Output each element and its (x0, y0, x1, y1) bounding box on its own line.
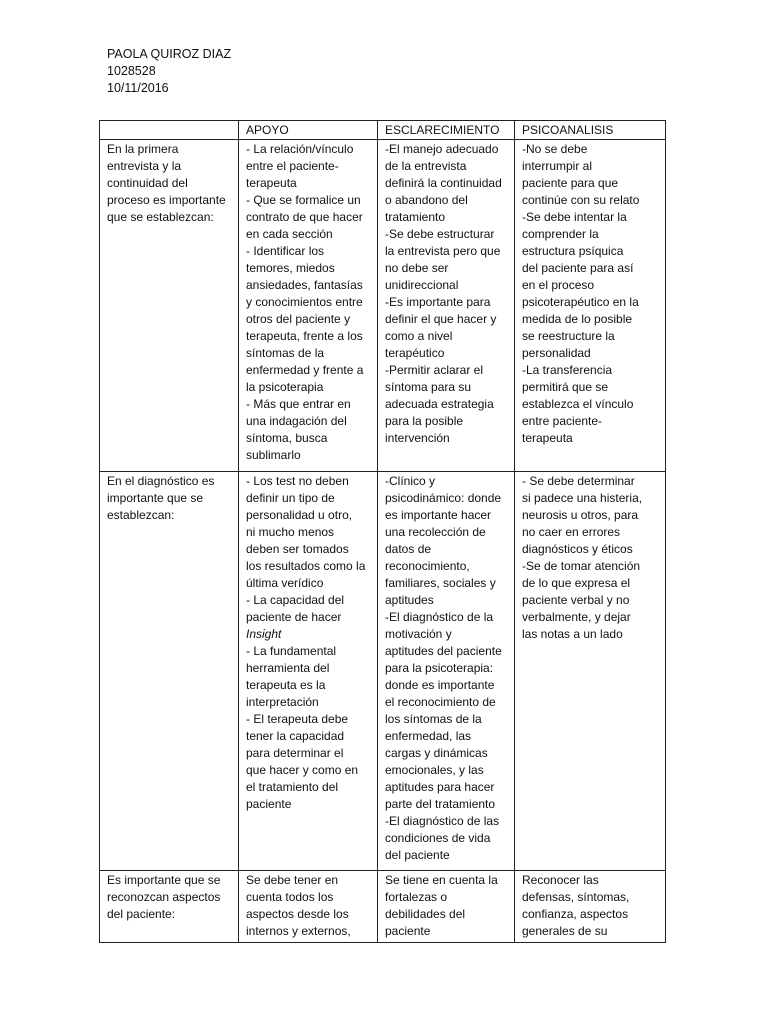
cell-text-line: cuenta todos los (246, 890, 334, 904)
header-cell-apoyo: APOYO (239, 121, 378, 140)
row-label-cell (100, 472, 239, 871)
cell-text-line: unidireccional (385, 278, 459, 292)
cell-text-line: neurosis u otros, para (522, 508, 639, 522)
cell-text-line: el reconocimiento de (385, 695, 496, 709)
cell-text-line: deben ser tomados (246, 542, 349, 556)
cell-text-line: medida de lo posible (522, 312, 633, 326)
cell-text-line: comprender la (522, 227, 599, 241)
cell-text-line: o abandono del (385, 193, 468, 207)
table-row (100, 140, 666, 472)
cell-text-line: -Se debe intentar la (522, 210, 627, 224)
esclarecimiento-cell (378, 871, 515, 943)
cell-text-line: intervención (385, 431, 450, 445)
cell-text-line: enfermedad y frente a (246, 363, 364, 377)
cell-text-line: -El manejo adecuado (385, 142, 499, 156)
author-name: PAOLA QUIROZ DIAZ (107, 47, 232, 61)
cell-text-line: enfermedad, las (385, 729, 472, 743)
cell-text-line: ni mucho menos (246, 525, 335, 539)
row-label-cell (100, 871, 239, 943)
esclarecimiento-cell (378, 472, 515, 871)
cell-text-line: tener la capacidad (246, 729, 345, 743)
cell-text-line: otros del paciente y (246, 312, 351, 326)
psicoanalisis-cell (515, 140, 666, 472)
cell-text-line: contrato de que hacer (246, 210, 363, 224)
cell-text-line: sublimarlo (246, 448, 301, 462)
cell-text-line: -Clínico y (385, 474, 436, 488)
cell-text-line: familiares, sociales y (385, 576, 496, 590)
cell-text-line: Se debe tener en (246, 873, 339, 887)
cell-text-line: tratamiento (385, 210, 446, 224)
cell-text-line: paciente (246, 797, 292, 811)
table-row (100, 871, 666, 943)
cell-text-line: - Identificar los (246, 244, 325, 258)
cell-text-line: psicoterapéutico en la (522, 295, 639, 309)
cell-text-line: Reconocer las (522, 873, 599, 887)
cell-text-line: del paciente para así (522, 261, 634, 275)
document-date: 10/11/2016 (107, 81, 169, 95)
cell-text-line: los síntomas de la (385, 712, 482, 726)
cell-text-line: - La capacidad del (246, 593, 345, 607)
cell-text-line: terapeuta, frente a los (246, 329, 363, 343)
cell-text-line: generales de su (522, 924, 608, 938)
cell-text-line: entre el paciente- (246, 159, 339, 173)
cell-text-line: confianza, aspectos (522, 907, 629, 921)
cell-text-line: para la psicoterapia: (385, 661, 494, 675)
cell-text-line: proceso es importante (107, 193, 226, 207)
cell-text-line: -El diagnóstico de la (385, 610, 494, 624)
cell-text-line: -Se debe estructurar (385, 227, 495, 241)
student-id: 1028528 (107, 64, 156, 78)
cell-text-line: aptitudes del paciente (385, 644, 502, 658)
apoyo-cell (239, 140, 378, 472)
cell-text-line: continuidad del (107, 176, 188, 190)
cell-text-line: síntoma, busca (246, 431, 328, 445)
header-cell-esclarecimiento: ESCLARECIMIENTO (378, 121, 515, 140)
document-header (107, 46, 231, 97)
cell-text-line: Es importante que se (107, 873, 221, 887)
cell-text-line: entrevista y la (107, 159, 182, 173)
cell-text-line: motivación y (385, 627, 452, 641)
cell-text-line: establezca el vínculo (522, 397, 634, 411)
cell-text-line: continúe con su relato (522, 193, 640, 207)
cell-text-line: la entrevista pero que (385, 244, 501, 258)
cell-text-line: como a nivel (385, 329, 453, 343)
psicoanalisis-cell (515, 871, 666, 943)
cell-text-line: permitirá que se (522, 380, 609, 394)
cell-text-line: datos de (385, 542, 432, 556)
cell-text-line: - Se debe determinar (522, 474, 635, 488)
cell-text-line: una recolección de (385, 525, 486, 539)
cell-text-line: - Que se formalice un (246, 193, 361, 207)
table-row (100, 472, 666, 871)
row-label-cell (100, 140, 239, 472)
cell-text-line: definir un tipo de (246, 491, 335, 505)
table-header-row (100, 121, 666, 140)
header-cell-psicoanalisis: PSICOANALISIS (515, 121, 666, 140)
cell-text-line: paciente para que (522, 176, 619, 190)
cell-text-line: - La fundamental (246, 644, 337, 658)
cell-text-line: verbalmente, y dejar (522, 610, 631, 624)
cell-text-line: - Los test no deben (246, 474, 349, 488)
cell-text-line: interpretación (246, 695, 319, 709)
cell-text-line: -Permitir aclarar el (385, 363, 484, 377)
cell-text-line: debilidades del (385, 907, 466, 921)
cell-text-line: - Más que entrar en (246, 397, 351, 411)
cell-text-line: - La relación/vínculo (246, 142, 354, 156)
cell-text-line: síntomas de la (246, 346, 325, 360)
cell-text-line: última verídico (246, 576, 324, 590)
cell-text-line: -Es importante para (385, 295, 491, 309)
cell-text-line: que hacer y como en (246, 763, 359, 777)
cell-text-line: paciente de hacer (246, 610, 342, 624)
cell-text-line: cargas y dinámicas (385, 746, 488, 760)
cell-text-line: las notas a un lado (522, 627, 623, 641)
cell-text-line: de lo que expresa el (522, 576, 631, 590)
header-cell-empty (100, 121, 239, 140)
cell-text-line: para determinar el (246, 746, 344, 760)
cell-text-line: emocionales, y las (385, 763, 484, 777)
cell-text-line: no debe ser (385, 261, 449, 275)
cell-text-line: la psicoterapia (246, 380, 324, 394)
cell-text-line: internos y externos, (246, 924, 351, 938)
cell-text-line: aptitudes para hacer (385, 780, 495, 794)
cell-text-line: establezcan: (107, 508, 175, 522)
cell-text-line: definirá la continuidad (385, 176, 502, 190)
cell-text-line: -No se debe (522, 142, 588, 156)
cell-text-line: aptitudes (385, 593, 434, 607)
cell-text-line: que se establezcan: (107, 210, 214, 224)
cell-text-line: en el proceso (522, 278, 595, 292)
cell-text-line: el tratamiento del (246, 780, 339, 794)
apoyo-cell (239, 871, 378, 943)
cell-text-line: personalidad (522, 346, 591, 360)
cell-text-line: ansiedades, fantasías (246, 278, 363, 292)
cell-text-line: del paciente: (107, 907, 176, 921)
cell-text-line: parte del tratamiento (385, 797, 496, 811)
psicoanalisis-cell (515, 472, 666, 871)
cell-text-line: diagnósticos y éticos (522, 542, 633, 556)
cell-text-line: terapeuta (522, 431, 573, 445)
cell-text-line: condiciones de vida (385, 831, 491, 845)
cell-text-line: definir el que hacer y (385, 312, 497, 326)
cell-text-line: terapeuta es la (246, 678, 326, 692)
cell-text-line: una indagación del (246, 414, 347, 428)
cell-text-line: adecuada estrategia (385, 397, 494, 411)
cell-text-line: donde es importante (385, 678, 495, 692)
cell-text-line: fortalezas o (385, 890, 448, 904)
cell-text-line: terapeuta (246, 176, 297, 190)
cell-text-line: -La transferencia (522, 363, 613, 377)
cell-text-line: paciente verbal y no (522, 593, 630, 607)
cell-text-line: Se tiene en cuenta la (385, 873, 498, 887)
cell-text-line: terapéutico (385, 346, 445, 360)
esclarecimiento-cell (378, 140, 515, 472)
cell-text-line: importante que se (107, 491, 204, 505)
cell-text-line: aspectos desde los (246, 907, 349, 921)
cell-text-line: psicodinámico: donde (385, 491, 502, 505)
cell-text-line: personalidad u otro, (246, 508, 353, 522)
cell-text-line: En el diagnóstico es (107, 474, 215, 488)
cell-text-line: reconocimiento, (385, 559, 470, 573)
cell-text-line: entre paciente- (522, 414, 603, 428)
cell-text-line: síntoma para su (385, 380, 472, 394)
apoyo-cell (239, 472, 378, 871)
cell-text-line: temores, miedos (246, 261, 335, 275)
cell-text-line: no caer en errores (522, 525, 621, 539)
cell-text-line: -El diagnóstico de las (385, 814, 500, 828)
cell-text-line: se reestructure la (522, 329, 615, 343)
cell-text-line: En la primera (107, 142, 179, 156)
cell-text-line: interrumpir al (522, 159, 593, 173)
cell-text-line: defensas, síntomas, (522, 890, 630, 904)
cell-text-line: estructura psíquica (522, 244, 624, 258)
cell-text-line: reconozcan aspectos (107, 890, 221, 904)
cell-text-line: es importante hacer (385, 508, 492, 522)
cell-text-line: los resultados como la (246, 559, 366, 573)
cell-text-line: - El terapeuta debe (246, 712, 349, 726)
cell-text-line: herramienta del (246, 661, 330, 675)
cell-text-line: en cada sección (246, 227, 333, 241)
cell-text-line: y conocimientos entre (246, 295, 363, 309)
cell-text-line: -Se de tomar atención (522, 559, 641, 573)
comparison-table (99, 120, 666, 943)
cell-text-line: de la entrevista (385, 159, 467, 173)
cell-text-line: paciente (385, 924, 431, 938)
cell-text-line: Insight (246, 627, 282, 641)
cell-text-line: para la posible (385, 414, 464, 428)
cell-text-line: del paciente (385, 848, 450, 862)
cell-text-line: si padece una histeria, (522, 491, 643, 505)
